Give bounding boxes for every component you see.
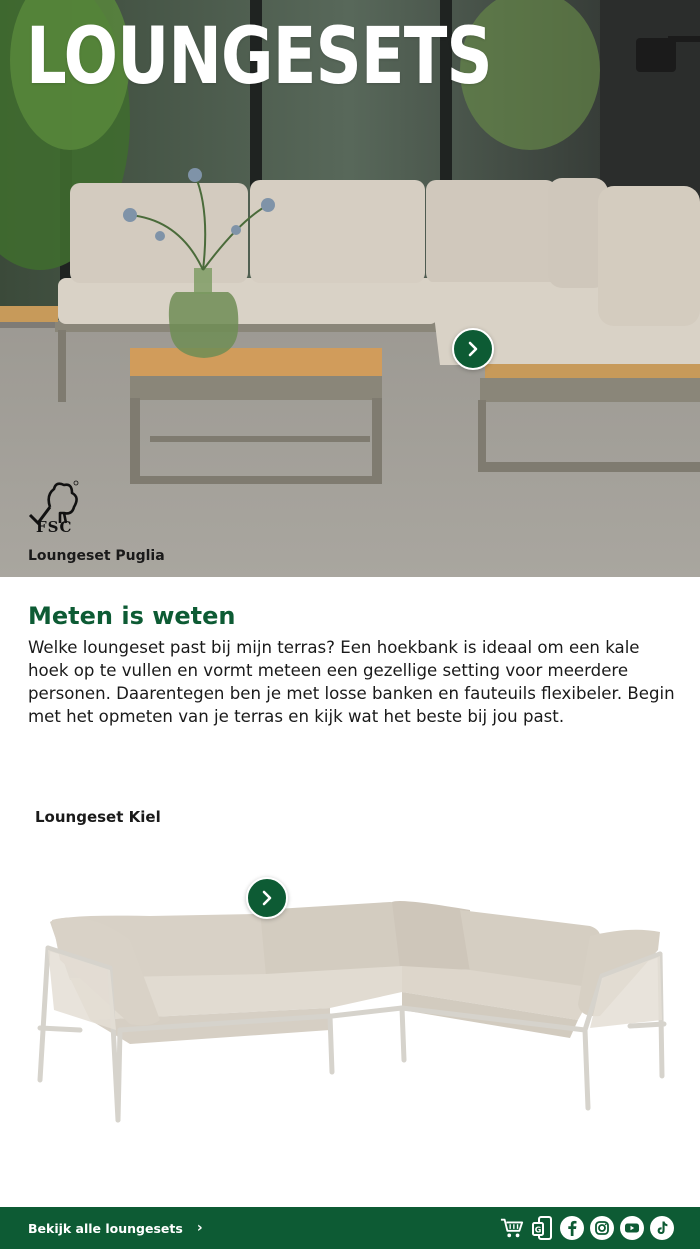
product-caption-kiel: Loungeset Kiel [35,808,161,826]
fsc-label: FSC [36,518,73,536]
view-all-loungesets-link[interactable] [28,1207,203,1249]
footer-bar [0,1207,700,1249]
product-image-kiel[interactable] [30,880,675,1130]
page-title: LOUNGESETS [26,12,492,102]
app-icon[interactable] [530,1216,554,1240]
cart-icon[interactable] [500,1216,524,1240]
product-hotspot-kiel[interactable] [246,877,288,919]
youtube-icon[interactable] [620,1216,644,1240]
tiktok-icon[interactable] [650,1216,674,1240]
footer-icon-group [500,1215,674,1241]
info-section [28,600,678,728]
facebook-icon[interactable] [560,1216,584,1240]
view-all-label: Bekijk alle loungesets [28,1220,183,1236]
instagram-icon[interactable] [590,1216,614,1240]
svg-text:G: G [534,1225,542,1235]
chevron-right-icon: › [196,1220,203,1236]
section-body-text: Welke loungeset past bij mijn terras? Een hoekbank is ideaal om een kale hoek op te vullen en vormt meteen een gezellige setting voor meerdere personen. Daarentegen ben je met losse banken en fauteuils flexibeler. Begin met het opmeten van je terras en kijk wat het beste bij jou past. [28,638,675,726]
section-heading: Meten is weten [28,602,236,630]
chevron-right-icon [258,889,276,907]
chevron-right-icon [464,340,482,358]
hero-banner [0,0,700,577]
product-hotspot-puglia[interactable] [452,328,494,370]
product-caption-puglia: Loungeset Puglia [28,548,165,564]
